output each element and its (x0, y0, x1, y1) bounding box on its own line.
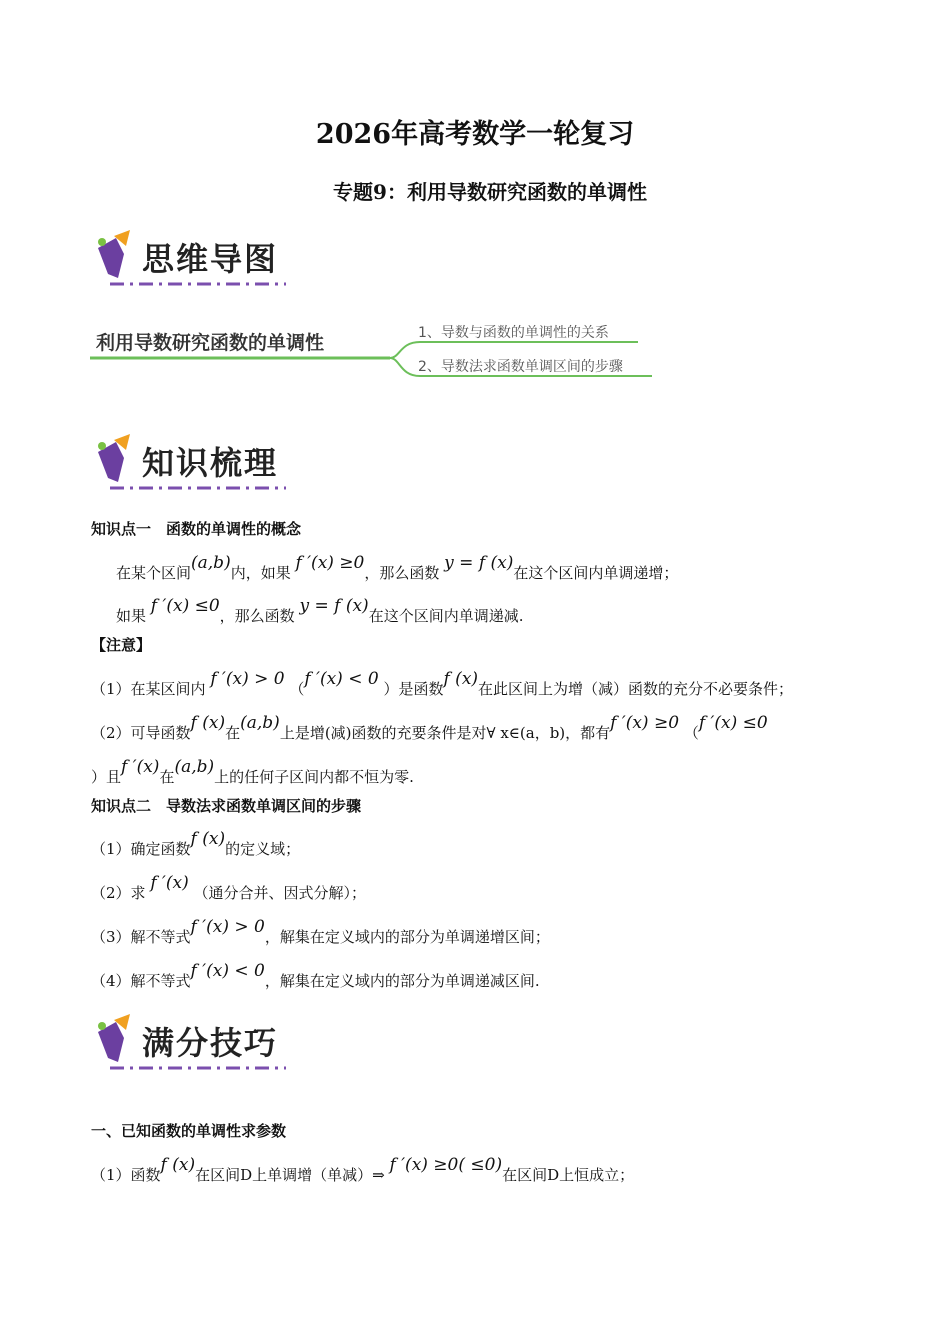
text: ）且 (91, 768, 122, 786)
text: 在 (159, 768, 175, 786)
math: f ′(x) > 0 (190, 917, 265, 937)
banner-mindmap (90, 228, 290, 298)
point2-heading: 知识点二 导数法求函数单调区间的步骤 (91, 797, 362, 815)
text: ）是函数 (383, 680, 444, 698)
tips-heading: 一、已知函数的单调性求参数 (91, 1122, 287, 1140)
math: f (x) (190, 829, 226, 849)
math: f (x) (160, 1155, 196, 1175)
math: f ′(x) ≥0( ≤0) (389, 1155, 503, 1175)
note-label: 【注意】 (91, 636, 152, 654)
math: f ′(x) < 0 (304, 669, 379, 689)
text: 在区间D上恒成立； (502, 1166, 635, 1184)
math: f ′(x) ≤0 (150, 596, 220, 616)
text: 在某个区间 (116, 564, 192, 582)
math: f ′(x) ≤0 (698, 713, 768, 733)
math: f ′(x) ≥0 (610, 713, 680, 733)
mindmap (90, 312, 660, 382)
text: （通分合并、因式分解）； (193, 884, 367, 902)
math: f (x) (190, 713, 226, 733)
step-2 (91, 873, 367, 903)
note-2 (91, 713, 768, 743)
step-3 (91, 917, 550, 947)
banner-mindmap-title: 思维导图 (142, 240, 279, 278)
math: f ′(x) (150, 873, 189, 893)
mindmap-branch-1: 1、导数与函数的单调性的关系 (418, 325, 609, 341)
point1-line2 (116, 596, 524, 626)
math: (a,b) (191, 553, 231, 573)
step-1 (91, 829, 301, 859)
text: 的定义域； (225, 840, 301, 858)
math: f ′(x) < 0 (190, 961, 265, 981)
text: 上是增(减)函数的充要条件是对∀ x∈(a，b)，都有 (279, 724, 611, 742)
banner-knowledge (90, 432, 290, 502)
text: 在此区间上为增（减）函数的充分不必要条件； (478, 680, 794, 698)
text: （1）确定函数 (91, 840, 191, 858)
text: （ (289, 680, 305, 698)
mindmap-root: 利用导数研究函数的单调性 (96, 332, 325, 354)
text: 在这个区间内单调递减. (368, 607, 524, 625)
text: （3）解不等式 (91, 928, 191, 946)
banner-knowledge-title: 知识梳理 (142, 444, 279, 482)
text: 内，如果 (230, 564, 291, 582)
math: f ′(x) > 0 (210, 669, 285, 689)
math: (a,b) (174, 757, 215, 777)
step-4 (91, 961, 540, 991)
text: ，那么函数 (219, 607, 295, 625)
text: （1）在某区间内 (91, 680, 206, 698)
note-1 (91, 669, 794, 699)
mindmap-branch-2: 2、导数法求函数单调区间的步骤 (418, 359, 623, 375)
text: 在区间D上单调增（单减）⇒ (195, 1166, 385, 1184)
text: ，那么函数 (364, 564, 440, 582)
text: 上的任何子区间内都不恒为零. (214, 768, 414, 786)
math: f ′(x) ≥0 (295, 553, 365, 573)
banner-tips (90, 1012, 290, 1082)
text: ，解集在定义域内的部分为单调递增区间； (264, 928, 550, 946)
note-2-cont (91, 757, 414, 787)
text: （1）函数 (91, 1166, 161, 1184)
text: 在 (225, 724, 241, 742)
text: 如果 (116, 607, 147, 625)
text: （ (683, 724, 699, 742)
page-title: 2026年高考数学一轮复习 (315, 119, 635, 150)
point1-heading: 知识点一 函数的单调性的概念 (91, 520, 302, 538)
tip-1 (91, 1155, 635, 1185)
text: 在这个区间内单调递增； (513, 564, 679, 582)
point1-line1 (116, 553, 679, 583)
text: （2）求 (91, 884, 146, 902)
math: f (x) (443, 669, 479, 689)
banner-tips-title: 满分技巧 (142, 1024, 279, 1062)
text: ，解集在定义域内的部分为单调递减区间. (264, 972, 540, 990)
math: y = f (x) (299, 596, 369, 616)
math: (a,b) (240, 713, 280, 733)
page-subtitle: 专题9：利用导数研究函数的单调性 (333, 180, 647, 204)
math: y = f (x) (444, 553, 514, 573)
text: （2）可导函数 (91, 724, 191, 742)
text: （4）解不等式 (91, 972, 191, 990)
math: f ′(x) (121, 757, 160, 777)
